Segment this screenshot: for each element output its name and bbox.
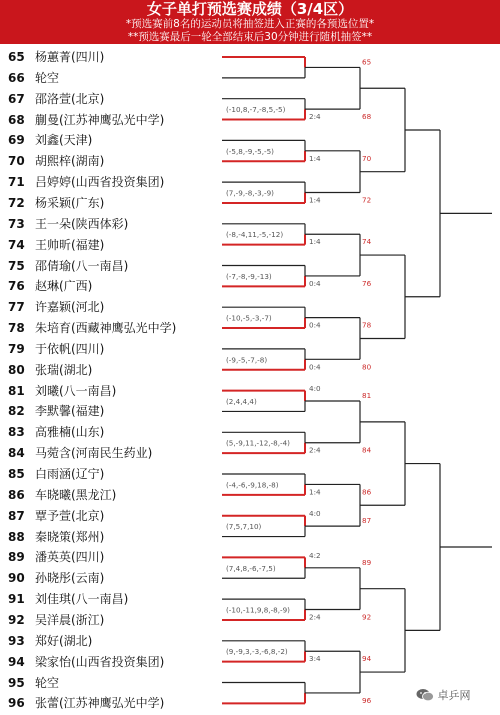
match-winner: 70 — [362, 153, 372, 163]
match-result: 4:0 — [309, 384, 321, 394]
match-winner: 81 — [362, 391, 372, 401]
player-name: 潘英英(四川) — [35, 550, 105, 565]
match-detail: (-10,-11,9,8,-8,-9) — [226, 605, 290, 615]
header-note-1: *预选赛前8名的运动员将抽签进入正赛的各预选位置* — [125, 18, 375, 30]
player-name: 杨采颖(广东) — [35, 195, 105, 210]
player-name: 王一朵(陕西体彩) — [35, 216, 129, 231]
player-name: 郑好(湖北) — [35, 633, 93, 648]
player-number: 66 — [8, 70, 25, 85]
match-winner: 92 — [362, 612, 372, 622]
player-name: 梁家怡(山西省投资集团) — [35, 654, 165, 669]
match-result: 1:4 — [309, 195, 321, 205]
match-result: 1:4 — [309, 487, 321, 497]
page-title: 女子单打预选赛成绩（3/4区） — [146, 0, 354, 18]
wechat-icon — [416, 688, 434, 702]
player-name: 胡熙梓(湖南) — [35, 154, 105, 169]
match-detail: (-4,-6,-9,18,-8) — [226, 480, 279, 490]
player-number: 73 — [8, 216, 25, 231]
player-name: 邵倩瑜(八一南昌) — [35, 258, 129, 273]
player-name: 秦晓策(郑州) — [35, 529, 105, 544]
player-number: 75 — [8, 258, 25, 273]
player-number: 92 — [8, 612, 25, 627]
player-number: 94 — [8, 654, 25, 669]
watermark — [416, 687, 471, 703]
match-detail: (-8,-4,11,-5,-12) — [226, 230, 284, 240]
player-number: 93 — [8, 633, 25, 648]
match-detail: (5,-9,11,-12,-8,-4) — [226, 438, 290, 448]
match-detail: (7,-9,-8,-3,-9) — [226, 188, 274, 198]
player-name: 刘鑫(天津) — [35, 133, 93, 148]
player-number: 78 — [8, 321, 25, 336]
player-number: 86 — [8, 487, 25, 502]
player-name: 许嘉颖(河北) — [35, 300, 105, 315]
match-winner: 68 — [362, 112, 372, 122]
match-winner: 80 — [362, 362, 372, 372]
player-name: 刘曦(八一南昌) — [35, 383, 117, 398]
player-name: 刘佳琪(八一南昌) — [35, 592, 129, 607]
player-name: 王帅昕(福建) — [35, 237, 105, 252]
match-result: 3:4 — [309, 654, 321, 664]
match-winner: 76 — [362, 278, 372, 288]
player-number: 82 — [8, 404, 25, 419]
header-note-2: **预选赛最后一轮全部结束后30分钟进行随机抽签** — [127, 31, 373, 43]
player-name: 邵洛萱(北京) — [35, 91, 105, 106]
player-number: 91 — [8, 592, 25, 607]
player-name: 覃予萱(北京) — [35, 508, 105, 523]
match-result: 1:4 — [309, 237, 321, 247]
player-number: 85 — [8, 467, 25, 481]
player-number: 95 — [8, 675, 25, 690]
player-number: 69 — [8, 133, 25, 148]
match-result: 0:4 — [309, 278, 321, 288]
player-number: 90 — [8, 571, 25, 586]
player-number: 77 — [8, 300, 25, 315]
player-name: 朱培育(西藏神鹰弘光中学) — [35, 321, 177, 336]
player-name: 孙晓彤(云南) — [35, 571, 105, 586]
player-name: 白雨涵(辽宁) — [35, 467, 105, 481]
match-detail: (2,4,4,4) — [226, 397, 257, 407]
player-name: 车晓曦(黑龙江) — [35, 487, 117, 502]
match-winner: 78 — [362, 320, 372, 330]
match-detail: (-7,-8,-9,-13) — [226, 271, 272, 281]
match-result: 0:4 — [309, 320, 321, 330]
match-detail: (9,-9,3,-3,-6,8,-2) — [226, 647, 288, 657]
player-name: 马菀含(河南民生药业) — [35, 446, 153, 461]
player-name: 杨蕙菁(四川) — [35, 50, 105, 64]
player-number: 84 — [8, 446, 25, 461]
player-name: 张瑞(湖北) — [35, 362, 93, 377]
player-name: 吴洋晨(浙江) — [35, 612, 105, 627]
match-detail: (7,5,7,10) — [226, 522, 262, 532]
match-winner: 86 — [362, 487, 372, 497]
player-number: 96 — [8, 696, 25, 711]
player-number: 76 — [8, 279, 25, 294]
match-winner: 72 — [362, 195, 372, 205]
player-number: 74 — [8, 237, 25, 252]
match-result: 4:0 — [309, 509, 321, 519]
match-result: 1:4 — [309, 153, 321, 163]
match-result: 2:4 — [309, 445, 321, 455]
match-detail: (-9,-5,-7,-8) — [226, 355, 268, 365]
match-result: 0:4 — [309, 362, 321, 372]
player-name: 轮空 — [35, 675, 60, 690]
match-result: 2:4 — [309, 112, 321, 122]
player-name: 张蕾(江苏神鹰弘光中学) — [35, 696, 165, 711]
player-number: 89 — [8, 550, 25, 565]
player-number: 87 — [8, 508, 25, 523]
player-name: 蒯曼(江苏神鹰弘光中学) — [35, 112, 165, 127]
match-detail: (-10,8,-7,-8,5,-5) — [226, 105, 286, 115]
match-winner: 87 — [362, 516, 372, 526]
player-number: 83 — [8, 425, 25, 440]
player-name: 轮空 — [35, 70, 60, 85]
player-number: 67 — [8, 91, 25, 106]
match-result: 4:2 — [309, 550, 321, 560]
player-number: 79 — [8, 341, 25, 356]
match-result: 2:4 — [309, 612, 321, 622]
match-winner: 84 — [362, 445, 372, 455]
match-winner: 89 — [362, 557, 372, 567]
match-winner: 74 — [362, 237, 372, 247]
player-number: 88 — [8, 529, 25, 544]
match-detail: (-5,8,-9,-5,-5) — [226, 146, 274, 156]
match-winner: 65 — [362, 57, 372, 67]
watermark-label: 卓乒网 — [437, 689, 471, 702]
player-number: 70 — [8, 154, 25, 169]
match-winner: 96 — [362, 695, 372, 705]
player-number: 72 — [8, 195, 25, 210]
match-winner: 94 — [362, 654, 372, 664]
player-name: 高雅楠(山东) — [35, 425, 105, 440]
player-number: 71 — [8, 175, 25, 190]
player-name: 于依帆(四川) — [35, 341, 105, 356]
match-detail: (-10,-5,-3,-7) — [226, 313, 272, 323]
player-name: 李默馨(福建) — [35, 404, 105, 419]
player-name: 吕婷婷(山西省投资集团) — [35, 175, 165, 190]
player-number: 68 — [8, 112, 25, 127]
player-number: 65 — [8, 50, 25, 64]
player-number: 80 — [8, 362, 25, 377]
match-detail: (7,4,8,-6,-7,5) — [226, 563, 276, 573]
player-number: 81 — [8, 383, 25, 398]
player-name: 赵琳(广西) — [35, 279, 93, 294]
